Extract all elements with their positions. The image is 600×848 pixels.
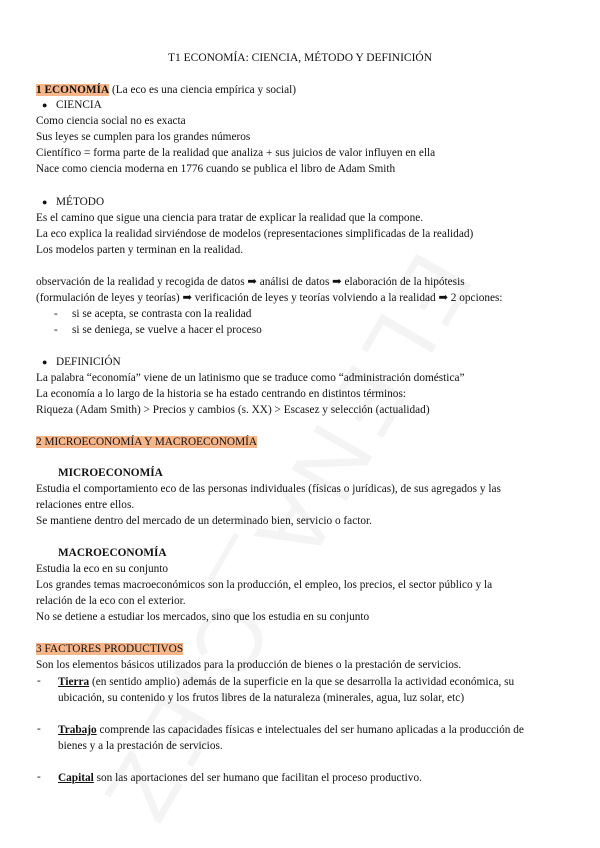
section-1-heading: 1 ECONOMÍA	[36, 84, 110, 96]
definicion-label: DEFINICIÓN	[56, 356, 121, 368]
ciencia-line-2: Sus leyes se cumplen para los grandes números	[36, 131, 251, 143]
definicion-line-2: La economía a lo largo de la historia se ha estado centrando en distintos términos:	[36, 388, 406, 400]
metodo-option-2: si se deniega, se vuelve a hacer el proceso	[72, 324, 262, 336]
macro-line-1: Estudia la eco en su conjunto	[36, 563, 169, 575]
ciencia-label: CIENCIA	[56, 99, 102, 111]
macro-line-4: No se detiene a estudiar los mercados, sino que los estudia en su conjunto	[36, 611, 370, 623]
ciencia-line-4: Nace como ciencia moderna en 1776 cuando se publica el libro de Adam Smith	[36, 163, 396, 175]
bullet-icon: ●	[42, 197, 48, 207]
bullet-icon: ●	[42, 100, 48, 110]
micro-line-2: relaciones entre ellos.	[36, 499, 135, 511]
factor-tierra	[58, 675, 514, 689]
ciencia-line-3: Científico = forma parte de la realidad que analiza + sus juicios de valor influyen en ella	[36, 147, 436, 159]
micro-line-3: Se mantiene dentro del mercado de un determinado bien, servicio o factor.	[36, 515, 372, 527]
section-3-heading-line	[36, 642, 183, 656]
definicion-line-1: La palabra “economía” viene de un latinismo que se traduce como “administración doméstica”	[36, 372, 465, 384]
factor-trabajo	[58, 723, 524, 737]
dash-icon: -	[54, 308, 58, 320]
section-2-heading: 2 MICROECONOMÍA Y MACROECONOMÍA	[36, 436, 258, 448]
macro-line-2: Los grandes temas macroeconómicos son la producción, el empleo, los precios, el sector público y la	[36, 579, 493, 591]
micro-label: MICROECONOMÍA	[58, 467, 163, 479]
dash-icon: -	[37, 723, 41, 735]
metodo-line-5: (formulación de leyes y teorías) ➡ verificación de leyes y teorías volviendo a la realidad ➡ 2 opciones:	[36, 292, 503, 304]
macro-label: MACROECONOMÍA	[58, 547, 167, 559]
ciencia-line-1: Como ciencia social no es exacta	[36, 115, 186, 127]
factor-tierra-cont: ubicación, su contenido y los frutos libres de la naturaleza (minerales, agua, luz solar, etc)	[58, 692, 465, 704]
factor-capital-text: son las aportaciones del ser humano que facilitan el proceso productivo.	[93, 772, 422, 784]
dash-icon: -	[54, 324, 58, 336]
metodo-label: MÉTODO	[56, 196, 105, 208]
section-1-heading-line	[36, 83, 296, 97]
metodo-line-4: observación de la realidad y recogida de datos ➡ análisi de datos ➡ elaboración de la hipótesis	[36, 276, 465, 288]
factor-trabajo-term: Trabajo	[58, 724, 97, 736]
factores-intro: Son los elementos básicos utilizados para la producción de bienes o la prestación de servicios.	[36, 659, 462, 671]
factor-trabajo-cont: bienes y a la prestación de servicios.	[58, 740, 223, 752]
factor-trabajo-text: comprende las capacidades físicas e intelectuales del ser humano aplicadas a la producción de	[96, 724, 524, 736]
factor-tierra-term: Tierra	[58, 676, 90, 688]
metodo-line-1: Es el camino que sigue una ciencia para tratar de explicar la realidad que la compone.	[36, 212, 424, 224]
definicion-line-3: Riqueza (Adam Smith) > Precios y cambios (s. XX) > Escasez y selección (actualidad)	[36, 404, 430, 416]
factor-capital-term: Capital	[58, 772, 94, 784]
factor-tierra-text: (en sentido amplio) además de la superficie en la que se desarrolla la actividad económica, su	[89, 676, 515, 688]
dash-icon: -	[37, 675, 41, 687]
section-2-heading-line	[36, 435, 257, 449]
micro-line-1: Estudia el comportamiento eco de las personas individuales (físicas o jurídicas), de sus agregados y las	[36, 483, 501, 495]
section-3-heading: 3 FACTORES PRODUCTIVOS	[36, 643, 184, 655]
bullet-icon: ●	[42, 357, 48, 367]
section-1-note: (La eco es una ciencia empírica y social)	[109, 84, 297, 96]
page-title: T1 ECONOMÍA: CIENCIA, MÉTODO Y DEFINICIÓN	[167, 52, 433, 64]
metodo-option-1: si se acepta, se contrasta con la realidad	[72, 308, 252, 320]
metodo-line-3: Los modelos parten y terminan en la realidad.	[36, 244, 244, 256]
dash-icon: -	[37, 771, 41, 783]
metodo-line-2: La eco explica la realidad sirviéndose de modelos (representaciones simplificadas de la realidad)	[36, 228, 474, 240]
factor-capital	[58, 771, 422, 785]
macro-line-3: relación de la eco con el exterior.	[36, 595, 186, 607]
